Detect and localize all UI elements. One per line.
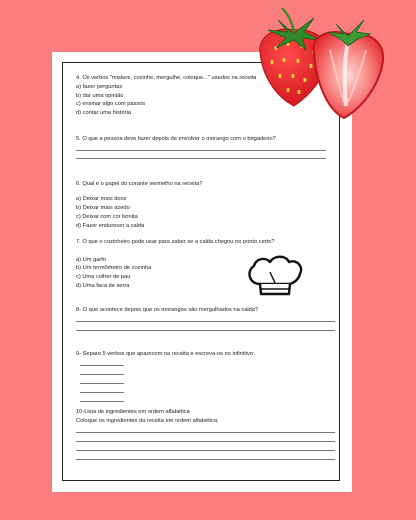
- q9-answer-line: [80, 383, 124, 384]
- q8-answer-line: [76, 330, 335, 331]
- q9-answer-line: [80, 401, 124, 402]
- q10-title: 10-Lista de ingredientes em ordem alfabética: [76, 409, 190, 415]
- q10-answer-line: [76, 450, 335, 451]
- q10-instruction: Coloque os ingredientes da receita em ordem alfabética:: [76, 418, 219, 424]
- q10-answer-line: [76, 441, 335, 442]
- q7-option-a: a) Um garfo: [76, 257, 107, 263]
- q7-option-c: c) Uma colher de pau: [76, 274, 131, 280]
- q4-option-d: d) contar uma história: [76, 110, 132, 116]
- q6-question: 6. Qual é o papel do corante vermelho na receita?: [76, 181, 203, 187]
- q9-answer-line: [80, 374, 124, 375]
- q6-option-b: b) Deixar mais azedo: [76, 205, 130, 211]
- q7-option-d: d) Uma faca de serra: [76, 283, 130, 289]
- q7-question: 7. O que o cozinheiro pode usar para saber se a calda chegou no ponto certo?: [76, 239, 275, 245]
- q9-question: 9- Separe 5 verbos que aparecem na receita e escreva-os no infinitivo:: [76, 351, 255, 357]
- q7-option-b: b) Um termômetro de cozinha: [76, 265, 152, 271]
- q5-question: 5. O que a pessoa deve fazer depois de envolver o morango com o brigadeiro?: [76, 136, 276, 142]
- q4-option-b: b) dar uma opinião: [76, 93, 124, 99]
- q4-option-c: c) ensinar algo com passos: [76, 101, 146, 107]
- q9-answer-line: [80, 365, 124, 366]
- q5-answer-line: [76, 158, 326, 159]
- q4-option-a: a) fazer perguntas: [76, 84, 123, 90]
- q4-question: 4. Os verbos "misture, cozinhe, mergulhe, coloque..." usados na receita: [76, 75, 257, 81]
- q6-option-a: a) Deixar mais doce: [76, 196, 127, 202]
- strawberry-illustration: [248, 6, 398, 124]
- q8-answer-line: [76, 321, 335, 322]
- q6-option-c: c) Deixar com cor bonita: [76, 214, 138, 220]
- q10-answer-line: [76, 432, 335, 433]
- q8-question: 8- O que acontece depois que os morangos são mergulhados na calda?: [76, 307, 259, 313]
- q6-option-d: d) Fazer endurecer a calda: [76, 223, 145, 229]
- q5-answer-line: [76, 150, 326, 151]
- chef-hat-icon: [244, 254, 306, 298]
- q10-answer-line: [76, 459, 335, 460]
- q9-answer-line: [80, 392, 124, 393]
